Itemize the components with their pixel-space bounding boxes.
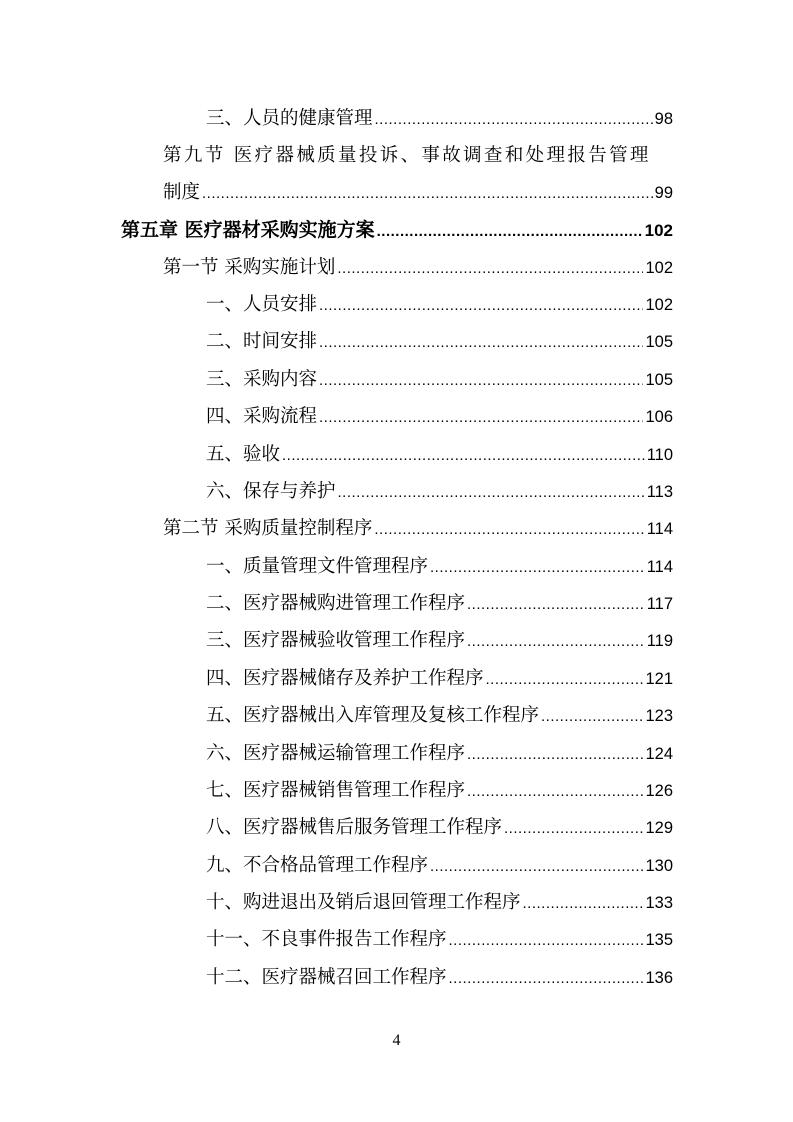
toc-entry[interactable] [206,702,673,730]
toc-entry-page: 98 [654,110,673,128]
toc-entry[interactable] [206,777,673,805]
dot-leader [319,292,643,320]
toc-entry[interactable] [206,478,673,506]
toc-entry-title: 三、采购内容 [206,369,318,390]
dot-leader [319,404,643,432]
toc-entry-page: 119 [646,632,673,650]
toc-entry-title: 六、保存与养护 [206,481,336,502]
toc-chapter-5[interactable] [121,216,673,244]
toc-entry[interactable] [206,889,673,917]
toc-entry-page: 126 [645,782,673,800]
dot-leader [523,890,644,918]
toc-entry[interactable] [206,740,673,768]
toc-entry[interactable] [206,665,673,693]
toc-entry[interactable] [206,328,673,356]
dot-leader [449,965,644,993]
dot-leader [338,479,645,507]
toc-entry-title: 五、医疗器械出入库管理及复核工作程序 [206,705,540,726]
toc-entry[interactable] [206,403,673,431]
toc-entry-title: 六、医疗器械运输管理工作程序 [206,743,466,764]
toc-entry[interactable] [206,590,673,618]
toc-entry[interactable] [206,553,673,581]
toc-entry-page: 121 [645,670,673,688]
toc-entry-title: 制度 [163,182,201,203]
toc-entry-page: 135 [645,931,673,949]
toc-entry-page: 114 [646,520,673,538]
toc-entry-page: 117 [646,595,673,613]
toc-entry-page: 99 [654,184,673,202]
dot-leader [337,255,643,283]
page-number: 4 [392,1032,401,1049]
toc-entry-title: 七、医疗器械销售管理工作程序 [206,780,466,801]
dot-leader [374,516,644,544]
toc-entry-title: 八、医疗器械售后服务管理工作程序 [206,817,503,838]
toc-entry-page: 123 [645,707,673,725]
toc-entry-title: 九、不合格品管理工作程序 [206,855,429,876]
dot-leader [375,106,653,134]
toc-entry-title: 五、验收 [206,444,281,465]
toc-entry-title: 一、质量管理文件管理程序 [206,556,429,577]
toc-entry[interactable] [206,291,673,319]
dot-leader [467,591,645,619]
dot-leader [430,853,643,881]
dot-leader [377,218,643,246]
dot-leader [467,778,643,806]
dot-leader [467,741,643,769]
dot-leader [541,703,643,731]
toc-entry-title: 四、医疗器械储存及养护工作程序 [206,668,484,689]
toc-entry-page: 114 [646,558,673,576]
toc-entry-title: 第二节 采购质量控制程序 [163,518,373,539]
toc-entry-page: 113 [646,483,673,501]
toc-entry-page: 130 [645,857,673,875]
dot-leader [430,554,645,582]
dot-leader [282,442,645,470]
toc-entry-page: 105 [645,371,673,389]
dot-leader [202,180,653,208]
toc-entry-page: 102 [644,221,673,240]
toc-entry[interactable] [206,441,673,469]
toc-section-2[interactable] [163,515,673,543]
toc-entry[interactable] [206,964,673,992]
dot-leader [449,927,644,955]
dot-leader [486,666,644,694]
toc-section-1[interactable] [163,254,673,282]
toc-entry-page: 106 [645,408,673,426]
toc-entry-title: 三、人员的健康管理 [206,108,373,129]
toc-entry-title: 十、购进退出及销后退回管理工作程序 [206,892,521,913]
dot-leader [319,367,643,395]
toc-entry-title: 第一节 采购实施计划 [163,257,336,278]
toc-entry-title: 三、医疗器械验收管理工作程序 [206,630,466,651]
dot-leader [504,815,643,843]
dot-leader [319,329,643,357]
toc-entry[interactable] [206,814,673,842]
toc-entry-title: 四、采购流程 [206,406,318,427]
toc-entry[interactable] [206,366,673,394]
toc-entry[interactable] [206,627,673,655]
toc-entry-title: 一、人员安排 [206,294,318,315]
toc-entry-page: 136 [645,969,673,987]
toc-entry-title: 十一、不良事件报告工作程序 [206,929,447,950]
toc-entry[interactable] [206,852,673,880]
toc-entry-title: 第五章 医疗器材采购实施方案 [121,219,375,241]
toc-entry-page: 133 [645,894,673,912]
toc-section-9-title-line2[interactable] [163,179,673,207]
toc-entry-page: 129 [645,819,673,837]
toc-entry-health-management[interactable] [206,105,673,133]
toc-entry-title: 十二、医疗器械召回工作程序 [206,967,447,988]
toc-entry-page: 102 [645,296,673,314]
toc-entry-page: 110 [646,446,673,464]
toc-entry-page: 105 [645,333,673,351]
dot-leader [467,628,645,656]
toc-entry-page: 124 [645,745,673,763]
toc-section-9-title-line1[interactable]: 第九节 医疗器械质量投诉、事故调查和处理报告管理 [163,145,651,166]
toc-entry-title: 二、时间安排 [206,331,318,352]
toc-entry-page: 102 [645,259,673,277]
toc-entry[interactable] [206,926,673,954]
toc-entry-title: 二、医疗器械购进管理工作程序 [206,593,466,614]
